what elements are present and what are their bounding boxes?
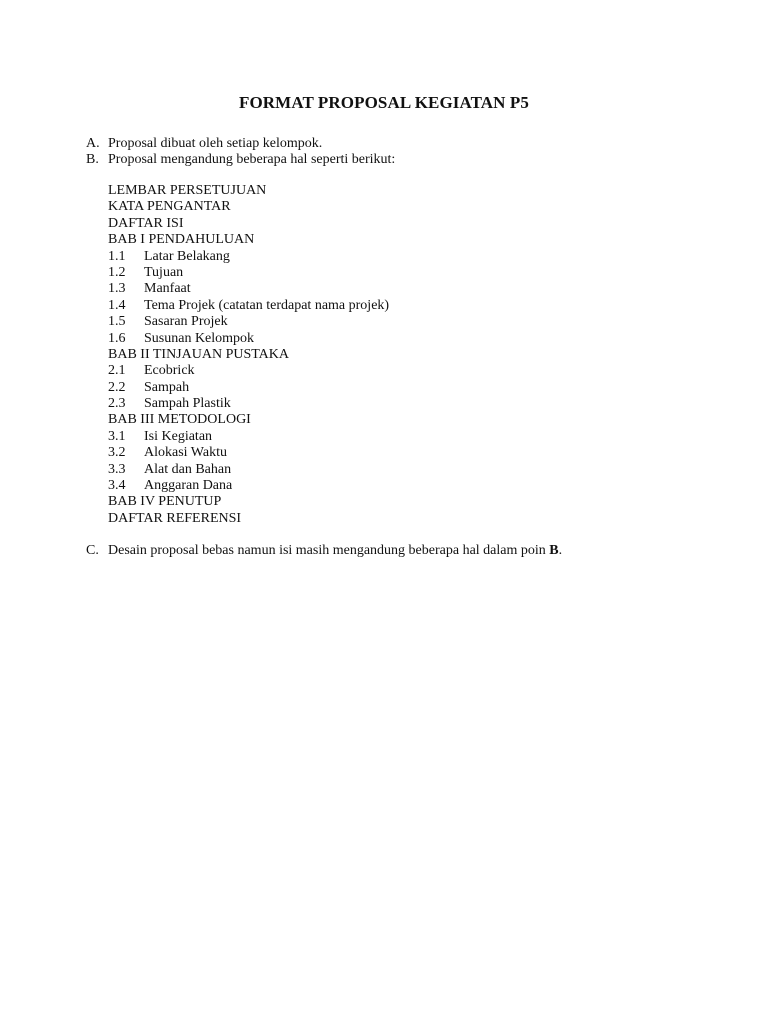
outline-text: BAB IV PENUTUP — [108, 494, 222, 510]
outline-text: Susunan Kelompok — [144, 330, 255, 346]
outline-subsection — [108, 363, 389, 379]
outline-text: BAB I PENDAHULUAN — [108, 232, 255, 248]
outline-subsection — [108, 265, 389, 281]
list-marker: C. — [86, 543, 99, 558]
outline-text: Tema Projek (catatan terdapat nama projek) — [144, 297, 390, 313]
outline-section — [108, 494, 389, 510]
outline-text: Manfaat — [144, 281, 191, 297]
outline-text: Anggaran Dana — [144, 478, 233, 494]
outline-subsection — [108, 462, 389, 478]
list-item-text: Proposal dibuat oleh setiap kelompok. — [108, 136, 323, 151]
outline-text: LEMBAR PERSETUJUAN — [108, 183, 267, 198]
outline-subsection — [108, 429, 389, 445]
outline-subsection — [108, 380, 389, 396]
outline-text: Sasaran Projek — [144, 314, 228, 330]
outline-number: 3.3 — [108, 461, 126, 477]
outline-number: 1.4 — [108, 297, 126, 313]
list-item-text: Desain proposal bebas namun isi masih mengandung beberapa hal dalam poin — [108, 543, 550, 558]
outline-section — [108, 183, 389, 199]
outline-number: 1.5 — [108, 314, 126, 330]
outline-subsection — [108, 445, 389, 461]
outline-number: 1.3 — [108, 281, 126, 297]
outline-text: Tujuan — [144, 264, 184, 280]
outline-text: Isi Kegiatan — [144, 428, 213, 444]
outline-number: 2.3 — [108, 396, 126, 412]
outline-section — [108, 199, 389, 215]
outline-section — [108, 412, 389, 428]
outline-subsection — [108, 298, 389, 314]
list-item-text: Proposal mengandung beberapa hal seperti berikut: — [108, 152, 396, 167]
outline-section — [108, 511, 389, 527]
list-item-a — [86, 136, 322, 152]
outline-number: 3.1 — [108, 428, 126, 444]
outline-text: DAFTAR REFERENSI — [108, 510, 242, 526]
outline-text: Sampah — [144, 379, 190, 395]
document-title: FORMAT PROPOSAL KEGIATAN P5 — [239, 93, 529, 112]
outline-section — [108, 216, 389, 232]
list-marker: B. — [86, 152, 99, 167]
outline-text: KATA PENGANTAR — [108, 199, 231, 215]
outline-subsection — [108, 314, 389, 330]
emphasis-text: B — [549, 543, 559, 558]
list-marker: A. — [86, 136, 100, 151]
outline-section — [108, 232, 389, 248]
list-item-c — [86, 543, 562, 559]
outline-subsection — [108, 331, 389, 347]
outline-text: BAB II TINJAUAN PUSTAKA — [108, 346, 290, 362]
outline-subsection — [108, 281, 389, 297]
outline-number: 2.1 — [108, 363, 126, 379]
list-item-b — [86, 152, 395, 168]
outline-text: DAFTAR ISI — [108, 215, 184, 231]
list-item-text-end: . — [558, 543, 563, 558]
outline-number: 2.2 — [108, 379, 126, 395]
outline-number: 3.2 — [108, 445, 126, 461]
outline-number: 3.4 — [108, 478, 126, 494]
outline-text: Alokasi Waktu — [144, 445, 227, 461]
outline-number: 1.2 — [108, 264, 126, 280]
outline-subsection — [108, 249, 389, 265]
proposal-outline — [108, 183, 389, 527]
outline-subsection — [108, 478, 389, 494]
outline-text: Alat dan Bahan — [144, 461, 232, 477]
outline-number: 1.1 — [108, 248, 126, 264]
outline-number: 1.6 — [108, 330, 126, 346]
outline-subsection — [108, 396, 389, 412]
outline-text: Latar Belakang — [144, 248, 230, 264]
outline-text: BAB III METODOLOGI — [108, 412, 251, 428]
outline-text: Sampah Plastik — [144, 396, 231, 412]
outline-section — [108, 347, 389, 363]
outline-text: Ecobrick — [144, 363, 195, 379]
